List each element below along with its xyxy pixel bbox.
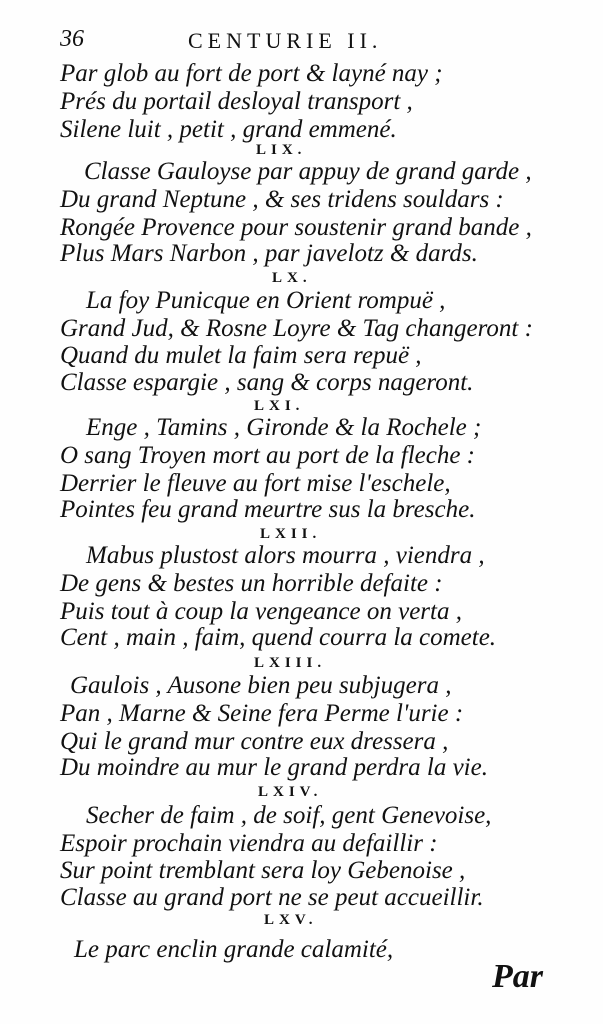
quatrain-number: LXII. — [260, 526, 322, 542]
verse-line: La foy Punicque en Orient rompuë , — [86, 287, 446, 314]
verse-line: Mabus plustost alors mourra , viendra , — [86, 542, 485, 569]
verse-line: Le parc enclin grande calamité, — [74, 936, 394, 963]
verse-line: Du grand Neptune , & ses tridens souldars : — [60, 186, 504, 213]
verse-line: Plus Mars Narbon , par javelotz & dards. — [60, 240, 478, 267]
verse-line: Sur point tremblant sera loy Gebenoise , — [60, 857, 466, 884]
page-number: 36 — [60, 26, 84, 52]
verse-line: Classe Gauloyse par appuy de grand garde , — [84, 158, 532, 185]
verse-line: Rongée Provence pour soustenir grand bande , — [60, 214, 532, 241]
verse-line: Classe au grand port ne se peut accueillir. — [60, 884, 484, 911]
verse-line: Derrier le fleuve au fort mise l'eschele, — [60, 470, 451, 497]
running-title: CENTURIE II. — [188, 28, 383, 53]
verse-line: Qui le grand mur contre eux dressera , — [60, 728, 449, 755]
verse-line: Du moindre au mur le grand perdra la vie. — [60, 754, 488, 781]
verse-line: Puis tout à coup la vengeance on verta , — [60, 598, 462, 625]
verse-line: Enge , Tamins , Gironde & la Rochele ; — [86, 414, 482, 441]
verse-line: Pointes feu grand meurtre sus la bresche. — [60, 496, 476, 523]
quatrain-number: LIX. — [256, 142, 307, 158]
verse-line: Par glob au fort de port & layné nay ; — [60, 60, 443, 87]
page-header — [60, 26, 500, 56]
verse-line: De gens & bestes un horrible defaite : — [60, 570, 443, 597]
verse-line: Quand du mulet la faim sera repuë , — [60, 342, 422, 369]
verse-line: Secher de faim , de soif, gent Genevoise, — [86, 802, 492, 829]
quatrain-number: LXI. — [254, 398, 305, 414]
verse-line: Silene luit , petit , grand emmené. — [60, 116, 397, 143]
verse-line: Cent , main , faim, quend courra la comete. — [60, 624, 497, 651]
verse-line: Grand Jud, & Rosne Loyre & Tag changeront : — [60, 315, 533, 342]
quatrain-number: LXIII. — [254, 655, 327, 671]
quatrain-number: LXIV. — [258, 784, 323, 800]
verse-line: Prés du portail desloyal transport , — [60, 88, 413, 115]
quatrain-number: LX. — [272, 270, 312, 286]
catchword: Par — [492, 958, 543, 995]
verse-line: Gaulois , Ausone bien peu subjugera , — [70, 672, 452, 699]
verse-line: Espoir prochain viendra au defaillir : — [60, 830, 438, 857]
verse-line: O sang Troyen mort au port de la fleche : — [60, 442, 476, 469]
verse-line: Classe espargie , sang & corps nageront. — [60, 369, 474, 396]
quatrain-number: LXV. — [264, 912, 318, 928]
verse-line: Pan , Marne & Seine fera Perme l'urie : — [60, 700, 464, 727]
